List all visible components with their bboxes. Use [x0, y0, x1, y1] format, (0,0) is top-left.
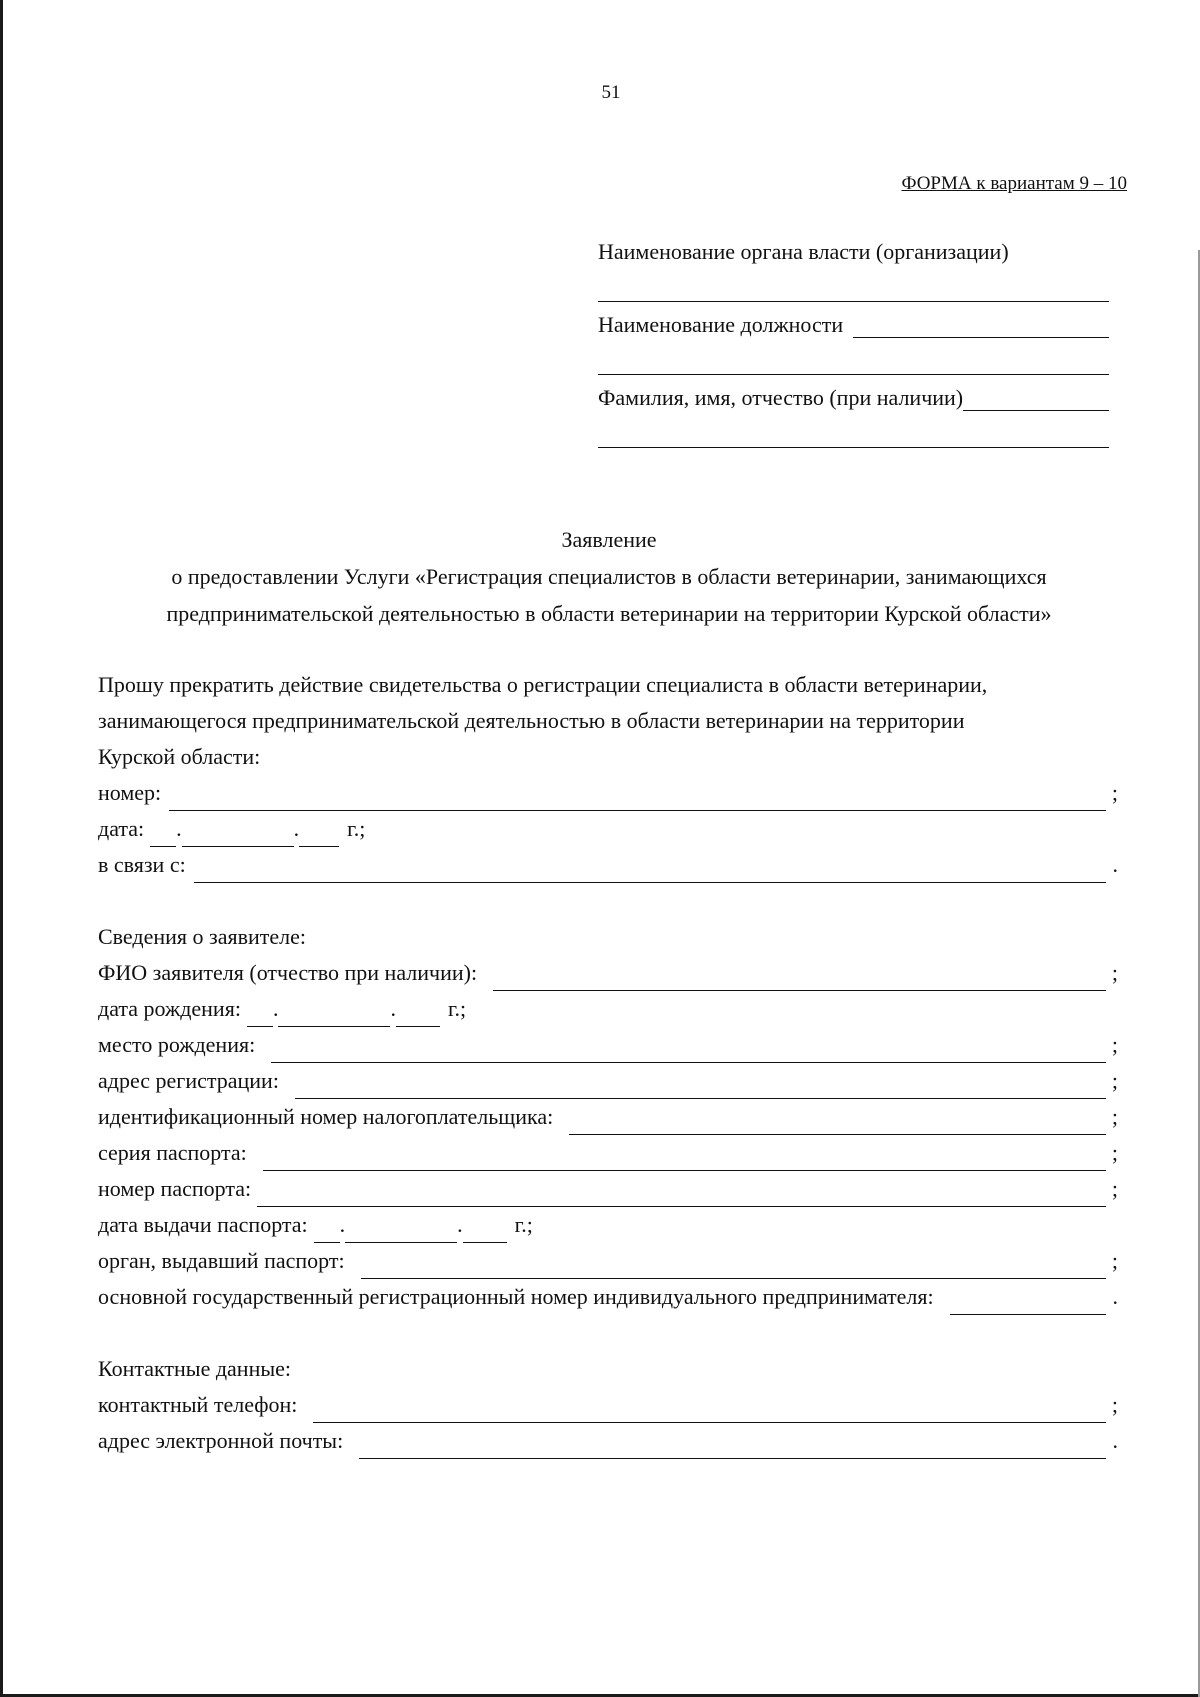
period: .: [1112, 1428, 1118, 1453]
certificate-number-field[interactable]: [169, 784, 1106, 811]
request-line-2: занимающегося предпринимательской деятельностью в области ветеринарии на территории: [98, 708, 965, 733]
passport-number-field[interactable]: [257, 1180, 1106, 1207]
semicolon: ;: [1111, 960, 1118, 985]
passport-series-field[interactable]: [263, 1144, 1106, 1171]
applicant-fio-label: ФИО заявителя (отчество при наличии):: [98, 960, 478, 985]
semicolon: ;: [1111, 1068, 1118, 1093]
ogrnip-field[interactable]: [950, 1288, 1106, 1315]
ogrnip-row: [98, 1279, 1118, 1315]
year-suffix: г.;: [447, 996, 467, 1021]
reg-address-label: адрес регистрации:: [98, 1068, 279, 1093]
request-line-3: Курской области:: [98, 744, 261, 769]
spacer: [98, 883, 1118, 919]
year-suffix: г.;: [514, 1212, 533, 1237]
certificate-day-field[interactable]: [150, 820, 176, 847]
certificate-date-label: дата:: [98, 816, 145, 841]
passport-number-row: [98, 1171, 1118, 1207]
form-body: [98, 667, 1118, 1459]
reg-address-field[interactable]: [295, 1072, 1106, 1099]
statement-subtitle-2: предпринимательской деятельностью в области ветеринарии на территории Курской области»: [166, 601, 1052, 626]
passport-series-label: серия паспорта:: [98, 1140, 247, 1165]
period: .: [1112, 1284, 1118, 1309]
semicolon: ;: [1111, 1104, 1118, 1129]
request-text-2: [98, 703, 1118, 739]
email-row: [98, 1423, 1118, 1459]
semicolon: ;: [1111, 1392, 1118, 1417]
semicolon: ;: [1111, 1140, 1118, 1165]
certificate-month-field[interactable]: [182, 820, 294, 847]
semicolon: ;: [1111, 1248, 1118, 1273]
email-label: адрес электронной почты:: [98, 1428, 344, 1453]
passport-day-field[interactable]: [314, 1216, 340, 1243]
birth-date-row: дата рождения: . . г.;: [98, 991, 1118, 1027]
birth-place-label: место рождения:: [98, 1032, 256, 1057]
spacer: [98, 1315, 1118, 1351]
inn-row: [98, 1099, 1118, 1135]
phone-label: контактный телефон:: [98, 1392, 298, 1417]
semicolon: ;: [1111, 780, 1118, 805]
contacts-heading: Контактные данные:: [98, 1356, 291, 1381]
certificate-year-field[interactable]: [299, 820, 339, 847]
passport-date-label: дата выдачи паспорта:: [98, 1212, 308, 1237]
passport-issuer-field[interactable]: [361, 1252, 1106, 1279]
statement-subtitle-1: о предоставлении Услуги «Регистрация специалистов в области ветеринарии, занимающихся: [171, 564, 1047, 589]
reg-address-row: [98, 1063, 1118, 1099]
birth-day-field[interactable]: [247, 1000, 273, 1027]
certificate-number-row: [98, 775, 1118, 811]
passport-series-row: [98, 1135, 1118, 1171]
semicolon: ;: [1111, 1032, 1118, 1057]
fio-row: [598, 375, 1109, 411]
passport-month-field[interactable]: [345, 1216, 457, 1243]
inn-label: идентификационный номер налогоплательщика:: [98, 1104, 554, 1129]
passport-date-row: дата выдачи паспорта: . . г.;: [98, 1207, 1118, 1243]
page-left-edge: [0, 0, 3, 1697]
certificate-date-row: дата: . . г.;: [98, 811, 1118, 847]
passport-year-field[interactable]: [463, 1216, 507, 1243]
applicant-heading-row: [98, 919, 1118, 955]
year-suffix: г.;: [347, 816, 366, 841]
statement-title: [0, 521, 1200, 632]
period: .: [1112, 852, 1118, 877]
phone-row: [98, 1387, 1118, 1423]
applicant-fio-row: [98, 955, 1118, 991]
authority-label: Наименование органа власти (организации): [598, 239, 1009, 264]
contacts-heading-row: [98, 1351, 1118, 1387]
reason-row: [98, 847, 1118, 883]
authority-field[interactable]: [598, 265, 1109, 302]
fio-label: Фамилия, имя, отчество (при наличии): [598, 385, 964, 410]
position-field[interactable]: [853, 313, 1109, 338]
birth-month-field[interactable]: [278, 1000, 390, 1027]
passport-issuer-label: орган, выдавший паспорт:: [98, 1248, 345, 1273]
addressee-block: [598, 229, 1109, 448]
birth-place-field[interactable]: [271, 1036, 1106, 1063]
birth-date-label: дата рождения:: [98, 996, 241, 1021]
reason-field[interactable]: [194, 856, 1106, 883]
fio-field[interactable]: [963, 386, 1109, 411]
applicant-fio-field[interactable]: [493, 964, 1106, 991]
position-field-2[interactable]: [598, 338, 1109, 375]
form-reference: ФОРМА к вариантам 9 – 10: [901, 173, 1127, 194]
page-number: 51: [601, 82, 621, 103]
authority-row: [598, 229, 1109, 265]
passport-issuer-row: [98, 1243, 1118, 1279]
position-row: [598, 302, 1109, 338]
passport-number-label: номер паспорта:: [98, 1176, 252, 1201]
applicant-heading: Сведения о заявителе:: [98, 924, 307, 949]
request-line-1: Прошу прекратить действие свидетельства о регистрации специалиста в области ветеринарии,: [98, 672, 988, 697]
fio-field-2[interactable]: [598, 411, 1109, 448]
email-field[interactable]: [359, 1432, 1106, 1459]
position-label: Наименование должности: [598, 312, 844, 337]
statement-heading: Заявление: [561, 527, 657, 552]
birth-place-row: [98, 1027, 1118, 1063]
phone-field[interactable]: [313, 1396, 1106, 1423]
birth-year-field[interactable]: [396, 1000, 440, 1027]
request-text-3: [98, 739, 1118, 775]
inn-field[interactable]: [569, 1108, 1106, 1135]
ogrnip-label: основной государственный регистрационный номер индивидуального предпринимателя:: [98, 1284, 934, 1309]
semicolon: ;: [1111, 1176, 1118, 1201]
reason-label: в связи с:: [98, 852, 186, 877]
certificate-number-label: номер:: [98, 780, 162, 805]
request-text-1: [98, 667, 1118, 703]
